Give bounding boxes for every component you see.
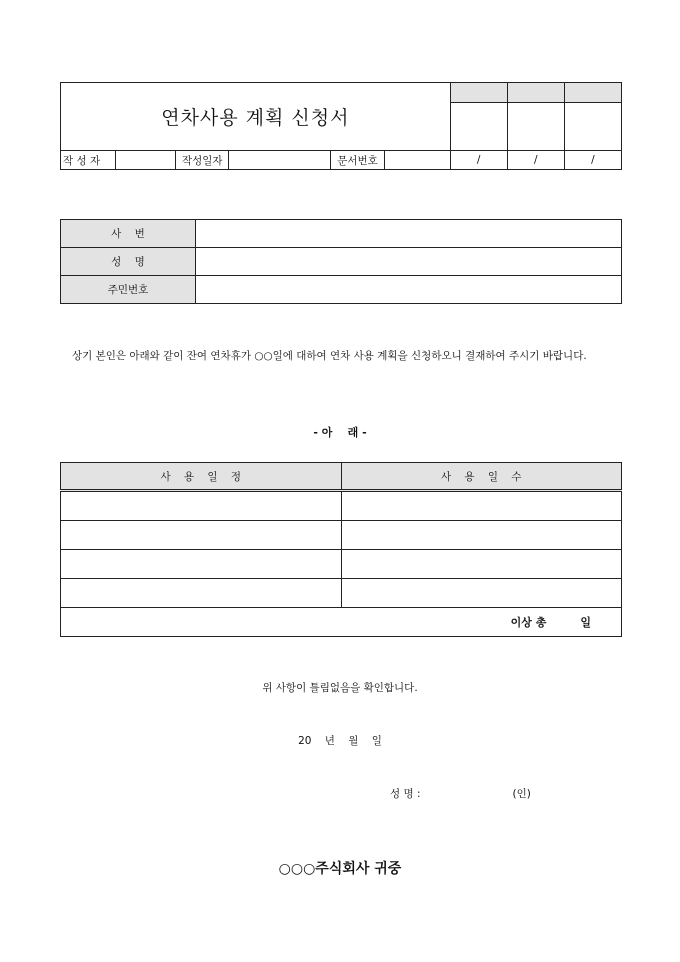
approval-date-2[interactable]: / [507,151,564,170]
employee-no-label: 사 번 [61,220,196,248]
approval-sign-2[interactable] [507,103,564,151]
approval-sign-1[interactable] [450,103,507,151]
header-table [60,82,622,170]
name-label: 성 명 [61,248,196,276]
total-row [61,608,622,637]
seal-mark: (인) [512,788,531,800]
table-row [61,521,622,550]
schedule-cell[interactable] [61,579,342,608]
table-row [61,579,622,608]
total-prefix: 이상 총 [510,616,547,629]
document-title: 연차사용 계획 신청서 [61,83,451,151]
table-row [61,491,622,521]
schedule-cell[interactable] [61,550,342,579]
doc-no-label: 문서번호 [331,151,384,170]
approval-sign-3[interactable] [564,103,621,151]
doc-no-field[interactable] [384,151,450,170]
section-subtitle: - 아 래 - [313,426,367,439]
usage-table [60,462,622,637]
resident-no-label: 주민번호 [61,276,196,304]
name-field[interactable] [196,248,622,276]
employee-info-table [60,219,622,304]
confirm-statement: 위 사항이 틀림없음을 확인합니다. [262,682,418,694]
request-paragraph: 상기 본인은 아래와 같이 잔여 연차휴가 ○○일에 대하여 연차 사용 계획을 신청하오니 결재하여 주시기 바랍니다. [72,350,587,362]
company-name: ○○○주식회사 귀중 [278,861,402,877]
days-cell[interactable] [341,550,622,579]
date-label: 작성일자 [176,151,229,170]
days-cell[interactable] [341,579,622,608]
sign-label: 성 명 : [390,788,421,800]
table-row [61,550,622,579]
schedule-cell[interactable] [61,521,342,550]
date-field[interactable] [229,151,331,170]
days-cell[interactable] [341,521,622,550]
schedule-header: 사 용 일 정 [61,463,342,491]
schedule-cell[interactable] [61,491,342,521]
author-label: 작 성 자 [61,151,116,170]
resident-no-field[interactable] [196,276,622,304]
days-cell[interactable] [341,491,622,521]
approval-header-2 [507,83,564,103]
date-line: 20 년 월 일 [298,735,382,747]
days-header: 사 용 일 수 [341,463,622,491]
total-suffix: 일 [580,616,591,629]
author-field[interactable] [116,151,176,170]
employee-no-field[interactable] [196,220,622,248]
signature-line [390,786,531,801]
approval-date-3[interactable]: / [564,151,621,170]
approval-header-3 [564,83,621,103]
approval-header-1 [450,83,507,103]
approval-date-1[interactable]: / [450,151,507,170]
